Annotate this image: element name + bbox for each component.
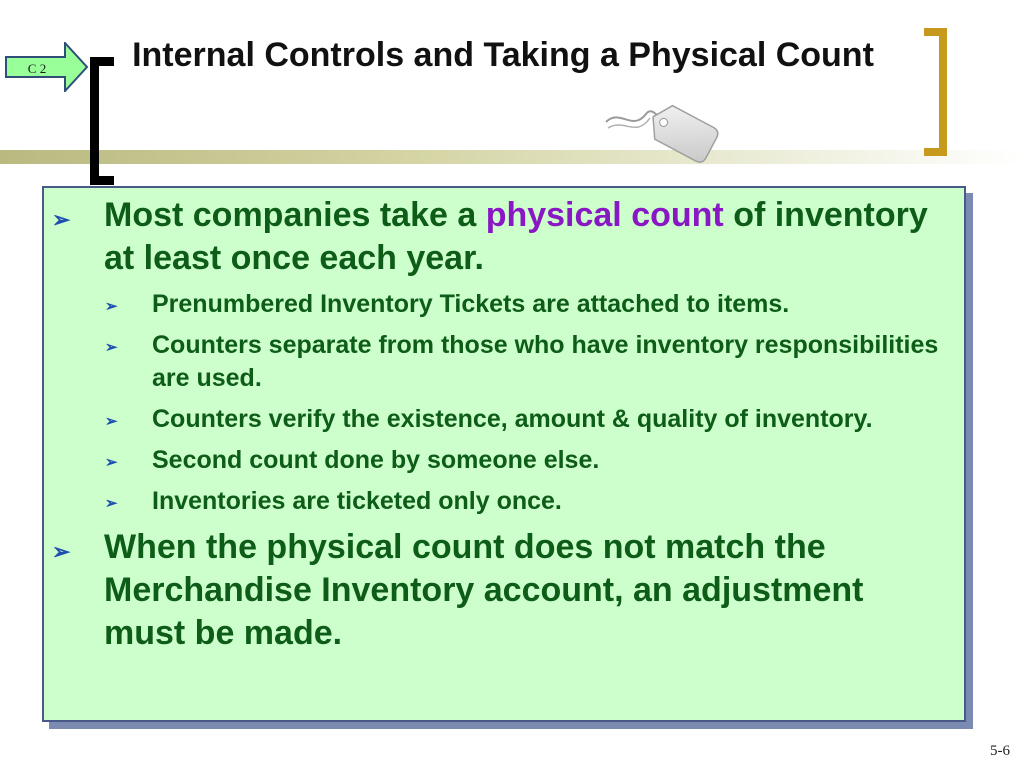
left-bracket bbox=[90, 57, 114, 185]
bullet-text: of inventory at least once each year. bbox=[104, 196, 928, 277]
slide-title: Internal Controls and Taking a Physical Count bbox=[132, 36, 874, 74]
list-item bbox=[52, 194, 964, 280]
bullet-arrow-icon: ➢ bbox=[105, 298, 118, 315]
bullet-text: When the physical count does not match the Merchandise Inventory account, an adjustment must be made. bbox=[104, 528, 864, 652]
bullet-arrow-icon: ➢ bbox=[52, 207, 71, 232]
bullet-arrow-icon: ➢ bbox=[105, 495, 118, 512]
sub-bullet-text: Counters verify the existence, amount & quality of inventory. bbox=[152, 405, 873, 433]
title-underline-band bbox=[0, 150, 1024, 164]
sub-bullet-text: Counters separate from those who have inventory responsibilities are used. bbox=[152, 331, 939, 392]
bullet-text: Most companies take a bbox=[104, 196, 486, 234]
list-item bbox=[52, 526, 964, 655]
sub-bullet-text: Inventories are ticketed only once. bbox=[152, 487, 562, 515]
bullet-list bbox=[44, 194, 964, 655]
bullet-arrow-icon: ➢ bbox=[105, 339, 118, 356]
sub-list-item bbox=[105, 288, 964, 321]
objective-badge: C 2 bbox=[27, 61, 47, 76]
bullet-arrow-icon: ➢ bbox=[52, 539, 71, 564]
sub-list-item bbox=[105, 329, 964, 395]
slide-number: 5-6 bbox=[990, 743, 1010, 759]
sub-list-item bbox=[105, 485, 964, 518]
highlighted-term: physical count bbox=[485, 196, 724, 234]
bullet-arrow-icon: ➢ bbox=[105, 413, 118, 430]
bullet-arrow-icon: ➢ bbox=[105, 454, 118, 471]
sub-bullet-text: Prenumbered Inventory Tickets are attached to items. bbox=[152, 290, 790, 318]
right-bracket bbox=[924, 28, 947, 156]
price-tag-icon bbox=[598, 88, 728, 168]
sub-list-item bbox=[105, 444, 964, 477]
sub-list-item bbox=[105, 403, 964, 436]
content-box bbox=[42, 186, 966, 722]
sub-bullet-text: Second count done by someone else. bbox=[152, 446, 600, 474]
